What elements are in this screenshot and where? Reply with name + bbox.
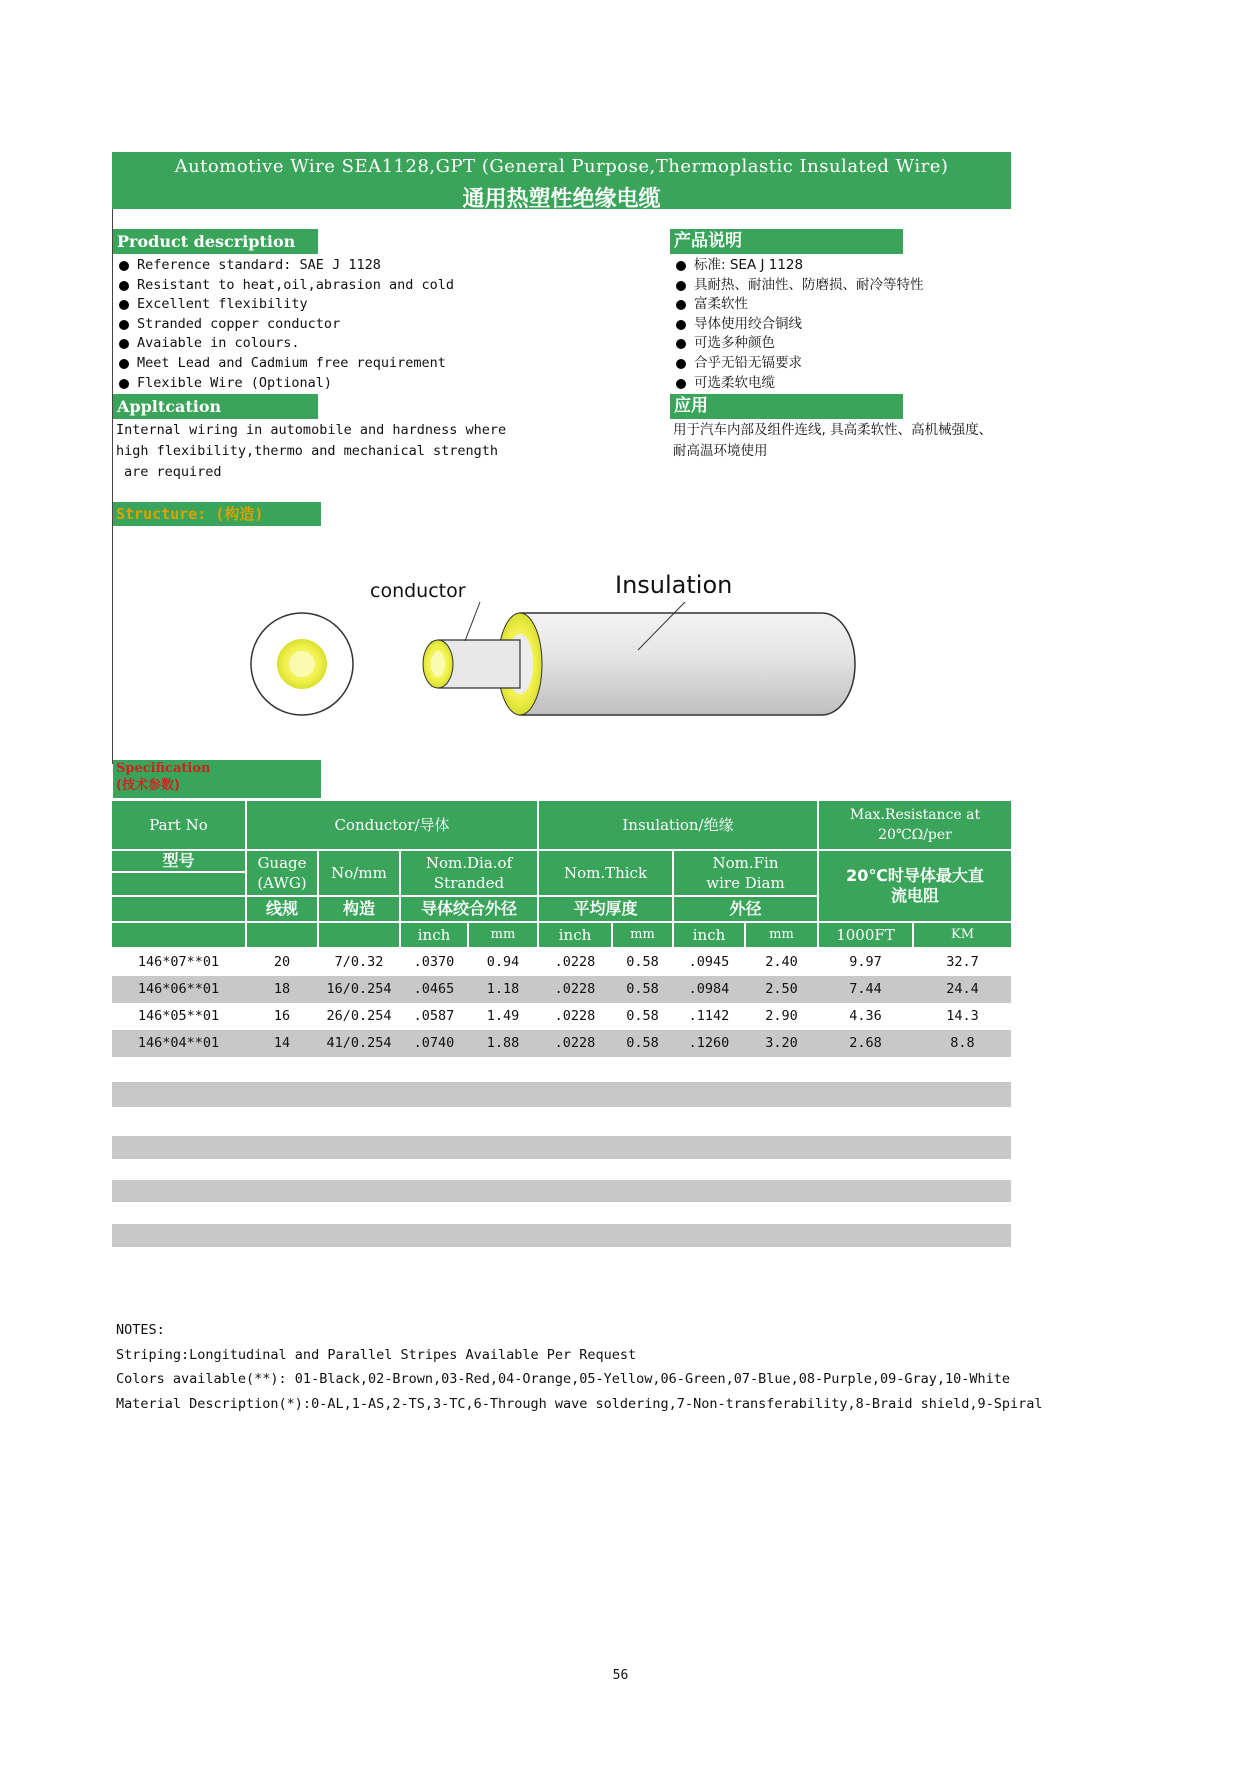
cell-thick-inch: .0228 (554, 1035, 596, 1051)
specification-title-cn: (技术参数) (116, 778, 180, 793)
application-line: are required (124, 464, 222, 480)
notes-line: Material Description(*):0-AL,1-AS,2-TS,3-TC,6-Through wave soldering,7-Non-transferability,8-Braid shield,9-Spiral (116, 1395, 1043, 1412)
title-chinese: 通用热塑性绝缘电缆 (462, 187, 661, 212)
cell-thick-inch: .0228 (554, 954, 596, 970)
unit-inch: inch (401, 923, 467, 947)
col-nom-fin-cn: 外径 (674, 897, 817, 921)
col-insulation: Insulation/绝缘 (539, 801, 817, 849)
table-row (112, 1003, 1011, 1030)
cell-od-inch: .0945 (688, 954, 730, 970)
application-line: high flexibility,thermo and mechanical strength (116, 443, 499, 459)
title-bar (112, 152, 1011, 212)
list-item: 富柔软性 (670, 295, 924, 315)
cell-dia-inch: .0465 (413, 981, 455, 997)
product-description-cn-list (670, 256, 924, 393)
product-description-cn-header: 产品说明 (670, 229, 903, 254)
cell-thick-mm: 0.58 (626, 981, 659, 997)
empty-row-band (112, 1224, 1011, 1247)
cell-res-1000ft: 2.68 (849, 1035, 882, 1051)
col-nom-fin: Nom.Fin wire Diam (674, 851, 817, 895)
cell-res-km: 24.4 (946, 981, 979, 997)
cell-res-km: 8.8 (950, 1035, 975, 1051)
list-item: Excellent flexibility (113, 295, 454, 315)
list-item: 可选柔软电缆 (670, 374, 924, 394)
list-item: 导体使用绞合铜线 (670, 315, 924, 335)
cell-dia-mm: 0.94 (486, 954, 520, 970)
cell-od-inch: .0984 (688, 981, 730, 997)
unit-mm: mm (469, 923, 537, 947)
cross-section (251, 613, 353, 715)
page-number: 56 (612, 1668, 629, 1683)
cell-od-mm: 2.90 (765, 1008, 798, 1024)
notes-line: Colors available(**): 01-Black,02-Brown,03-Red,04-Orange,05-Yellow,06-Green,07-Blue,08-Purple,09-Gray,10-White (116, 1371, 1011, 1387)
cell-dia-mm: 1.49 (486, 1008, 520, 1024)
cell-dia-mm: 1.88 (486, 1035, 520, 1051)
conductor-leader (465, 602, 480, 641)
col-conductor: Conductor/导体 (247, 801, 537, 849)
cell-od-mm: 3.20 (765, 1035, 798, 1051)
empty-row-band (112, 1082, 1011, 1107)
cell-dia-inch: .0740 (413, 1035, 455, 1051)
list-item: Flexible Wire (Optional) (113, 374, 454, 394)
application-header: Appltcation (113, 394, 318, 419)
col-no-mm: No/mm (319, 851, 399, 895)
cell-od-inch: .1260 (688, 1035, 730, 1051)
cell-dia-mm: 1.18 (486, 981, 520, 997)
unit-inch: inch (674, 923, 744, 947)
cell-od-inch: .1142 (688, 1008, 730, 1024)
cell-dia-inch: .0370 (413, 954, 455, 970)
col-gauge-cn: 线规 (247, 897, 317, 921)
application-line: Internal wiring in automobile and hardness where (116, 422, 507, 438)
col-part-no-cn: 型号 (112, 851, 245, 871)
application-cn-header: 应用 (670, 394, 903, 419)
structure-header: Structure: (构造) (113, 502, 321, 526)
list-item: 标准: SEA J 1128 (670, 256, 924, 276)
list-item: Meet Lead and Cadmium free requirement (113, 354, 454, 374)
cell-part-no: 146*06**01 (137, 981, 220, 997)
cell-part-no: 146*04**01 (137, 1035, 220, 1051)
application-line: 用于汽车内部及组件连线, 具高柔软性、高机械强度、 (673, 422, 993, 438)
table-row (112, 1030, 1011, 1057)
cell-part-no: 146*07**01 (137, 954, 220, 970)
notes-title: NOTES: (116, 1322, 165, 1338)
list-item: 合乎无铅无镉要求 (670, 354, 924, 374)
list-item: 可选多种颜色 (670, 334, 924, 354)
cell-res-km: 32.7 (946, 954, 979, 970)
empty-row-band (112, 1136, 1011, 1159)
unit-1000ft: 1000FT (819, 923, 912, 947)
application-line: 耐高温环境使用 (673, 443, 768, 459)
cell-thick-mm: 0.58 (626, 1008, 659, 1024)
list-item: Avaiable in colours. (113, 334, 454, 354)
col-resistance-cn: 20℃时导体最大直流电阻 (819, 851, 1011, 921)
cell-res-1000ft: 9.97 (849, 954, 882, 970)
col-gauge: Guage (AWG) (247, 851, 317, 895)
list-item: Resistant to heat,oil,abrasion and cold (113, 276, 454, 296)
header-spacer (247, 923, 317, 947)
cell-no-mm: 7/0.32 (334, 954, 384, 970)
table-row (112, 949, 1011, 976)
header-spacer (112, 873, 245, 895)
cell-od-mm: 2.40 (765, 954, 798, 970)
unit-inch: inch (539, 923, 611, 947)
list-item: Stranded copper conductor (113, 315, 454, 335)
col-nom-thick-cn: 平均厚度 (539, 897, 672, 921)
col-nom-dia-cn: 导体绞合外径 (401, 897, 537, 921)
header-spacer (112, 897, 245, 921)
cell-awg: 16 (273, 1008, 291, 1024)
cell-thick-mm: 0.58 (626, 954, 659, 970)
cell-res-km: 14.3 (946, 1008, 979, 1024)
wire-structure-diagram (240, 560, 880, 720)
cell-awg: 20 (273, 954, 291, 970)
notes-line: Striping:Longitudinal and Parallel Stripes Available Per Request (116, 1346, 637, 1363)
col-nom-thick: Nom.Thick (539, 851, 672, 895)
unit-km: KM (914, 923, 1011, 947)
col-nom-dia: Nom.Dia.of Stranded (401, 851, 537, 895)
list-item: Reference standard: SAE J 1128 (113, 256, 454, 276)
cell-thick-inch: .0228 (554, 1008, 596, 1024)
cell-res-1000ft: 4.36 (849, 1008, 882, 1024)
unit-mm: mm (746, 923, 817, 947)
cell-part-no: 146*05**01 (137, 1008, 220, 1024)
cell-res-1000ft: 7.44 (849, 981, 882, 997)
cell-no-mm: 16/0.254 (326, 981, 392, 997)
col-no-mm-cn: 构造 (319, 897, 399, 921)
cell-no-mm: 26/0.254 (326, 1008, 392, 1024)
col-max-resistance: Max.Resistance at 20℃Ω/per (819, 801, 1011, 849)
list-item: 具耐热、耐油性、防磨损、耐冷等特性 (670, 276, 924, 296)
cell-dia-inch: .0587 (413, 1008, 455, 1024)
specification-header (113, 760, 321, 798)
specification-title: Specification (116, 761, 211, 776)
application-cn-text (673, 420, 992, 462)
application-text (116, 420, 506, 483)
col-part-no: Part No (112, 801, 245, 849)
cell-od-mm: 2.50 (765, 981, 798, 997)
title-english: Automotive Wire SEA1128,GPT (General Purpose,Thermoplastic Insulated Wire) (174, 156, 949, 177)
cell-awg: 14 (273, 1035, 291, 1051)
insulation-label: Insulation (615, 571, 733, 599)
product-description-list (113, 256, 454, 393)
cell-awg: 18 (273, 981, 291, 997)
cable-side-view (423, 613, 855, 715)
conductor-label: conductor (370, 580, 466, 602)
unit-mm: mm (613, 923, 672, 947)
notes (116, 1318, 1043, 1416)
cell-thick-mm: 0.58 (626, 1035, 659, 1051)
header-spacer (112, 923, 245, 947)
cell-thick-inch: .0228 (554, 981, 596, 997)
empty-row-band (112, 1180, 1011, 1202)
product-description-header: Product description (113, 229, 318, 254)
table-row (112, 976, 1011, 1003)
cell-no-mm: 41/0.254 (326, 1035, 392, 1051)
header-spacer (319, 923, 399, 947)
